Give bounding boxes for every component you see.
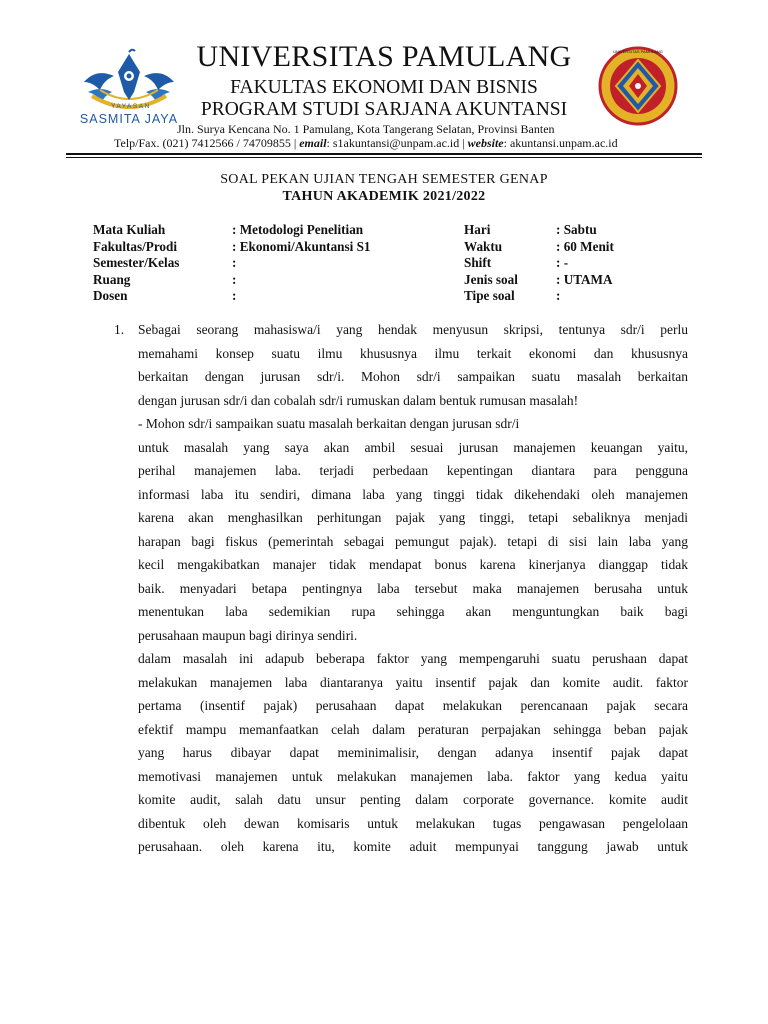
info-row (93, 222, 653, 239)
question-line: Sebagai seorang mahasiswa/i yang hendak menyusun skripsi, tentunya sdr/i perlu (138, 322, 688, 337)
info-value: : (232, 271, 237, 287)
address-line: Jln. Surya Kencana No. 1 Pamulang, Kota Tangerang Selatan, Provinsi Banten (177, 122, 555, 136)
answer-line: untuk masalah yang saya akan ambil sesuai jurusan manajemen keuangan yaitu, (138, 439, 688, 455)
answer-line: dibentuk oleh dewan komisaris untuk melakukan tugas pengawasan pengelolaan (138, 815, 688, 831)
answer-line: perihal manajemen laba. terjadi perbedaan kepentingan diantara para pengguna (138, 463, 688, 478)
info-value: : (232, 288, 237, 304)
question-line: berkaitan dengan jurusan sdr/i. Mohon sdr/i sampaikan suatu masalah berkaitan (138, 369, 688, 384)
exam-info-table (93, 222, 653, 305)
website-value: : akuntansi.unpam.ac.id (503, 136, 618, 150)
info-row (93, 272, 653, 289)
answer-line: yang harus dibayar dapat meminimalisir, dengan adanya insentif pajak dapat (138, 745, 688, 760)
answer-line: efektif mampu memanfaatkan celah dalam peraturan perpajakan sehingga beban pajak (138, 721, 688, 737)
answer-line: kecil mengakibatkan manajer tidak mendapat bonus karena kinerjanya dianggap tidak (138, 557, 688, 572)
phone-text: Telp/Fax. (021) 7412566 / 74709855 | (114, 136, 297, 150)
info-label: Hari (464, 222, 491, 237)
contact-line (114, 136, 618, 151)
info-label: Waktu (464, 238, 503, 254)
question-number: 1. (114, 322, 125, 337)
question-body (138, 318, 688, 859)
info-value: : (556, 288, 561, 304)
question-line: dengan jurusan sdr/i dan cobalah sdr/i rumuskan dalam bentuk rumusan masalah! (138, 392, 579, 408)
info-value: : UTAMA (556, 271, 613, 287)
question-line: - Mohon sdr/i sampaikan suatu masalah berkaitan dengan jurusan sdr/i (138, 416, 520, 431)
answer-line: karena akan menghasilkan perhitungan pajak yang tinggi, tetapi sebaliknya menjadi (138, 510, 688, 525)
answer-line: baik. menyadari betapa pentingnya laba tersebut maka manajemen berusaha untuk (138, 580, 688, 596)
exam-title: SOAL PEKAN UJIAN TENGAH SEMESTER GENAP (220, 172, 548, 187)
unpam-emblem-icon (598, 46, 678, 126)
info-label: Dosen (93, 288, 128, 304)
university-name: UNIVERSITAS PAMULANG (196, 40, 572, 73)
info-label: Semester/Kelas (93, 255, 180, 271)
logo-name-text: SASMITA JAYA (79, 112, 179, 126)
letterhead (0, 0, 768, 160)
answer-line: menentukan laba sedemikian rupa sehingga akan menguntungkan baik bagi (138, 604, 688, 619)
program-name: PROGRAM STUDI SARJANA AKUNTANSI (200, 99, 568, 120)
answer-line: dalam masalah ini adapub beberapa faktor yang mempengaruhi suatu perushaan dapat (138, 651, 688, 666)
info-value: : Ekonomi/Akuntansi S1 (232, 238, 371, 254)
email-label: email (299, 136, 327, 150)
logo-yayasan-text: YAYASAN (111, 103, 151, 110)
answer-line: harapan bagi fiskus (pemerintah sebagai pemungut pajak). tetapi di sisi lain laba yang (138, 533, 688, 549)
unpam-logo-text: UNIVERSITAS PAMULANG (613, 49, 663, 54)
info-value: : 60 Menit (556, 238, 614, 254)
letterhead-rule-thick (66, 153, 702, 155)
answer-line: perusahaan maupun bagi dirinya sendiri. (138, 627, 358, 643)
question-line: memahami konsep suatu ilmu khususnya ilmu terkait ekonomi dan khususnya (138, 345, 688, 361)
info-row (93, 239, 653, 256)
info-value: : Sabtu (556, 222, 597, 237)
email-value: : s1akuntansi@unpam.ac.id | (326, 136, 465, 150)
info-label: Shift (464, 255, 492, 271)
answer-line: informasi laba itu sendiri, dimana laba yang tinggi tidak dikehendaki oleh manajemen (138, 486, 688, 502)
info-value: : - (556, 255, 569, 271)
faculty-name: FAKULTAS EKONOMI DAN BISNIS (230, 77, 538, 98)
info-label: Tipe soal (464, 288, 515, 304)
unpam-logo (598, 46, 678, 126)
answer-line: komite audit, salah datu unsur penting dalam corporate governance. komite audit (138, 792, 688, 807)
answer-line: melakukan manajemen laba diantaranya yaitu insentif pajak dan komite audit. faktor (138, 674, 688, 690)
info-value: : (232, 255, 237, 271)
info-label: Jenis soal (464, 271, 518, 287)
info-label: Ruang (93, 271, 131, 287)
exam-year: TAHUN AKADEMIK 2021/2022 (282, 189, 486, 204)
info-label: Fakultas/Prodi (93, 238, 178, 254)
info-label: Mata Kuliah (93, 222, 166, 237)
info-row (93, 255, 653, 272)
answer-line: memotivasi manajemen untuk melakukan manajemen laba. faktor yang kedua yaitu (138, 768, 688, 784)
info-value: : Metodologi Penelitian (232, 222, 364, 237)
answer-line: perusahaan. oleh karena itu, komite aduit mempunyai tanggung jawab untuk (138, 839, 688, 854)
answer-line: pertama (insentif pajak) perusahaan dapat melakukan perencanaan pajak secara (138, 698, 688, 713)
website-label: website (467, 136, 504, 150)
info-row (93, 288, 653, 305)
letterhead-rule-thin (66, 157, 702, 158)
